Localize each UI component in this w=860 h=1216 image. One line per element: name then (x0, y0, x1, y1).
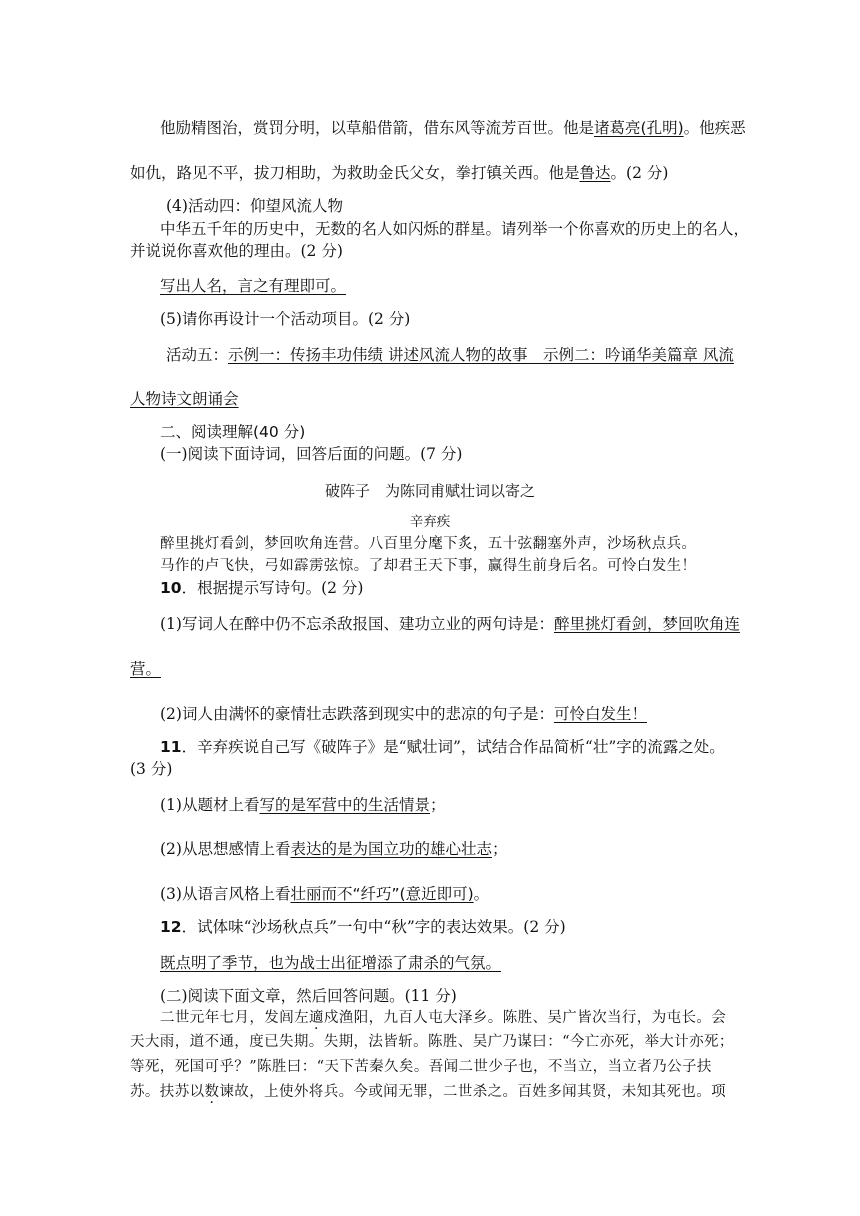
line-text: 活动五： (166, 346, 229, 364)
poem-line: 马作的卢飞快，弓如霹雳弦惊。了却君王天下事，赢得生前身后名。可怜白发生！ (160, 558, 697, 574)
answer-text: 表达的是为国立功的雄心壮志 (290, 840, 492, 858)
answer-text: 人物诗文朗诵会 (130, 390, 239, 408)
question-text: (1)写词人在醉中仍不忘杀敌报国、建功立业的两句诗是： (160, 615, 554, 633)
passage-line: 天大雨，道不通，度已失期。失期，法皆斩。陈胜、吴广乃谋曰：“今亡亦死，举大计亦死； (130, 1034, 734, 1050)
question-text: (3 分) (130, 760, 173, 778)
question-text: 并说说你喜欢他的理由。(2 分) (130, 242, 343, 260)
text-line (160, 118, 746, 138)
answer-text: 写出人名，言之有理即可。 (160, 277, 347, 295)
answer-text: 醉里挑灯看剑，梦回吹角连 (553, 615, 740, 633)
passage-line: 等死，死国可乎？”陈胜曰：“天下苦秦久矣。吾闻二世少子也，不当立，当立者乃公子扶 (130, 1059, 712, 1075)
text-line (130, 163, 668, 183)
emphasized-char: 数 (204, 1084, 220, 1100)
question-text: (1)从题材上看 (160, 796, 260, 814)
question-number: 12 (160, 918, 182, 936)
poem-line: 醉里挑灯看剑，梦回吹角连营。八百里分麾下炙，五十弦翻塞外声，沙场秋点兵。 (160, 536, 697, 552)
line-text: 。 (473, 885, 490, 903)
line-text: 他励精图治，赏罚分明，以草船借箭，借东风等流芳百世。他是 (160, 119, 595, 137)
question-10-2 (160, 704, 647, 724)
section-subheading: (二)阅读下面文章，然后回答问题。(11 分) (160, 987, 457, 1005)
passage-text: 戍渔阳，九百人屯大泽乡。陈胜、吴广皆次当行，为屯长。会 (323, 1010, 727, 1026)
line-text: 。(2 分) (610, 164, 669, 182)
question-text: ．辛弃疾说自己写《破阵子》是“赋壮词”，试结合作品简析“壮”字的流露之处。 (181, 738, 725, 756)
question-number: 11 (160, 738, 182, 756)
question-text: ．根据提示写诗句。(2 分) (181, 579, 364, 597)
answer-text: 营。 (130, 660, 162, 678)
answer-text: 既点明了季节，也为战士出征增添了肃杀的气氛。 (160, 954, 502, 972)
question-10-1 (160, 614, 740, 634)
question-text: (3)从语言风格上看 (160, 885, 291, 903)
question-text: (2)词人由满怀的豪情壮志跌落到现实中的悲凉的句子是： (160, 705, 554, 723)
question-text: 中华五千年的历史中，无数的名人如闪烁的群星。请列举一个你喜欢的历史上的名人， (160, 220, 750, 238)
answer-text: 诸葛亮(孔明) (594, 119, 684, 137)
passage-line (130, 1082, 726, 1102)
question-text: (2)从思想感情上看 (160, 840, 291, 858)
question-text: ．试体味“沙场秋点兵”一句中“秋”字的表达效果。(2 分) (181, 918, 566, 936)
answer-text: 写的是军营中的生活情景 (259, 796, 430, 814)
answer-text: 鲁达 (579, 164, 611, 182)
poem-author: 辛弃疾 (409, 514, 451, 530)
question-number: 10 (160, 579, 182, 597)
line-text: ； (429, 796, 446, 814)
line-text: ； (491, 840, 508, 858)
question-11-1 (160, 795, 446, 815)
section-subheading: (一)阅读下面诗词，回答后面的问题。(7 分) (160, 445, 463, 463)
line-text: 。他疾恶 (683, 119, 746, 137)
passage-text: 二世元年七月，发闾左 (160, 1010, 309, 1026)
passage-line (160, 1008, 726, 1028)
answer-text: 示例一：传扬丰功伟绩 讲述风流人物的故事 示例二：吟诵华美篇章 风流 (228, 346, 734, 364)
passage-text: 谏故，上使外将兵。今或闻无罪，二世杀之。百姓多闻其贤，未知其死也。项 (219, 1084, 727, 1100)
question-11 (160, 737, 725, 757)
question-11-3 (160, 884, 489, 904)
passage-text: 苏。扶苏以 (130, 1084, 205, 1100)
activity-four-heading: (4)活动四：仰望风流人物 (166, 197, 343, 215)
question-12 (160, 917, 566, 937)
line-text: 如仇，路见不平，拔刀相助，为救助金氏父女，拳打镇关西。他是 (130, 164, 580, 182)
section-heading: 二、阅读理解(40 分) (160, 423, 306, 441)
text-line (166, 345, 734, 365)
question-10 (160, 578, 363, 598)
answer-text: 可怜白发生！ (553, 705, 647, 723)
question-11-2 (160, 839, 508, 859)
emphasized-char: 適 (309, 1010, 324, 1026)
answer-text: 壮丽而不“纤巧”(意近即可) (290, 885, 474, 903)
poem-title: 破阵子 为陈同甫赋壮词以寄之 (324, 482, 535, 500)
question-text: (5)请你再设计一个活动项目。(2 分) (160, 310, 411, 328)
